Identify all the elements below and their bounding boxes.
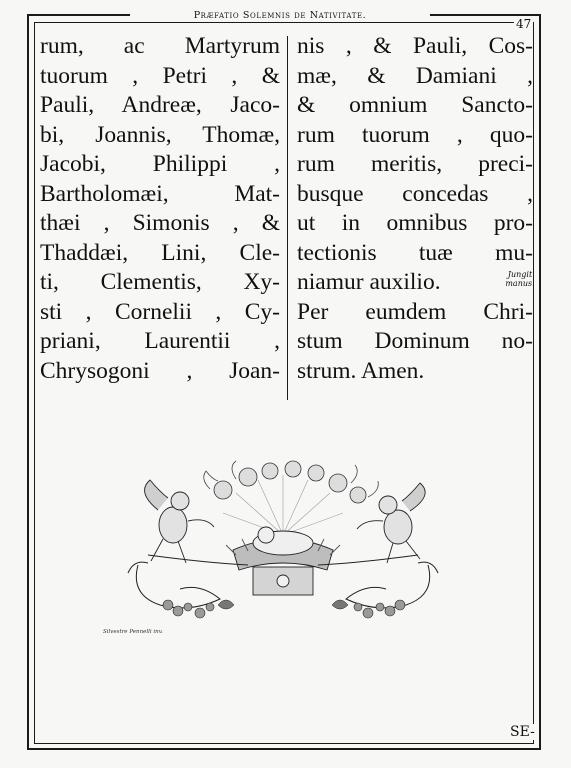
page-number: 47 xyxy=(516,17,532,31)
text-line: Pauli, Andreæ, Jaco- xyxy=(40,92,280,118)
text-line: ut in omnibus pro- xyxy=(297,210,533,236)
text-line: stum Dominum no- xyxy=(297,328,533,354)
text-line: ti, Clementis, Xy- xyxy=(40,269,280,295)
text-line: Chrysogoni , Joan- xyxy=(40,357,280,384)
text-line: rum, ac Martyrum xyxy=(40,33,280,59)
text-line: rum meritis, preci- xyxy=(297,151,533,177)
column-divider xyxy=(287,36,288,400)
text-line: niamur auxilio. xyxy=(297,269,441,295)
text-line: & omnium Sancto- xyxy=(297,92,533,118)
running-title: Præfatio Solemnis de Nativitate. xyxy=(130,10,430,22)
catchword: SE- xyxy=(510,724,535,740)
rubric-line: manus. xyxy=(505,279,535,288)
text-line: nis , & Pauli, Cos- xyxy=(297,33,533,59)
text-line: thæi , Simonis , & xyxy=(40,210,280,236)
text-line: tuorum , Petri , & xyxy=(40,62,280,89)
rubric-note xyxy=(502,270,538,288)
text-line: Jacobi, Philippi , xyxy=(40,151,280,177)
engraver-signature: Silvestre Pennelli inv. xyxy=(103,629,163,635)
text-line: sti , Cornelii , Cy- xyxy=(40,298,280,325)
text-line: strum. Amen. xyxy=(297,357,425,384)
right-text-column xyxy=(297,32,533,386)
text-line: tectionis tuæ mu- xyxy=(297,239,533,266)
text-line: Per eumdem Chri- xyxy=(297,298,533,325)
text-line: bi, Joannis, Thomæ, xyxy=(40,121,280,148)
nativity-engraving xyxy=(118,455,448,625)
text-line: rum tuorum , quo- xyxy=(297,121,533,148)
text-line: Bartholomæi, Mat- xyxy=(40,180,280,207)
text-line: Thaddæi, Lini, Cle- xyxy=(40,239,280,266)
left-text-column xyxy=(40,32,280,386)
rubric-line: Jungit xyxy=(507,270,533,279)
text-line: busque concedas , xyxy=(297,180,533,207)
text-line: mæ, & Damiani , xyxy=(297,62,533,89)
text-line: priani, Laurentii , xyxy=(40,328,280,354)
